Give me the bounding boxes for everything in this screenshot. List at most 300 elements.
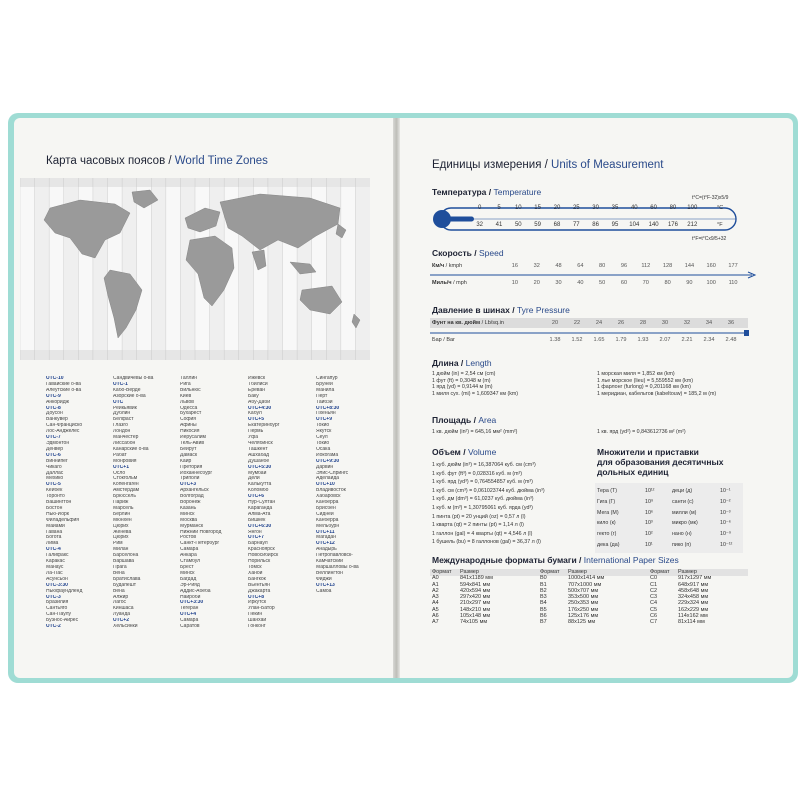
paper-format: A5 xyxy=(432,606,439,613)
paper-size: 458x648 мм xyxy=(678,587,709,594)
city-name: Фиджи xyxy=(316,576,332,582)
length-line: 1 миля сух. (mi) = 1,609347 км (km) xyxy=(432,390,519,397)
paper-size: 210x297 мм xyxy=(460,600,491,607)
prefix-row xyxy=(672,540,732,551)
paper-format: A6 xyxy=(432,613,439,620)
paper-row xyxy=(540,619,604,625)
prefix-row xyxy=(597,508,654,519)
paper-size: 74x105 мм xyxy=(460,619,488,626)
paper-format: C1 xyxy=(650,581,658,588)
city-name: Ташкент xyxy=(248,446,268,452)
city-name: Мурманск xyxy=(180,523,204,529)
paper-format: C4 xyxy=(650,600,658,607)
paper-format: A4 xyxy=(432,600,439,607)
prefix-row xyxy=(597,486,654,497)
paper-size: 88x125 мм xyxy=(568,619,596,626)
prefix-row xyxy=(597,540,654,551)
city-name: Красноярск xyxy=(248,547,275,553)
psi-value: 34 xyxy=(705,320,713,326)
speed-label-en: Speed xyxy=(478,248,504,258)
psi-row xyxy=(544,320,742,326)
volume-line: 1 кварта (qt) = 2 пинты (pt) = 1,14 л (l) xyxy=(432,522,524,529)
city-name: Воронеж xyxy=(180,500,201,506)
paper-size: 125x176 мм xyxy=(568,613,599,620)
utc-offset-label: UTC+13 xyxy=(316,582,335,588)
city-name: Киев xyxy=(180,393,192,399)
city-name: Ростов xyxy=(180,535,197,541)
utc-offset-label: UTC-2 xyxy=(46,624,61,630)
prefix-name: дека (да) xyxy=(597,541,620,548)
prefix-power: 10⁻¹ xyxy=(720,488,731,494)
city-name: Бишкек xyxy=(248,517,266,523)
prefix-power: 10⁻⁶ xyxy=(720,520,731,527)
paper-b-series xyxy=(540,569,604,626)
utc-offset-label: UTC+12 xyxy=(316,541,335,547)
paper-format: C2 xyxy=(650,587,658,594)
city-name: Бухарест xyxy=(180,411,202,417)
city-name: Манчестер xyxy=(113,435,139,441)
psi-value: 36 xyxy=(727,320,735,326)
length-line: 1 лье морское (lieu) = 5,559552 км (km) xyxy=(597,377,694,384)
paper-format: C7 xyxy=(650,619,658,626)
city-name: Найроби xyxy=(180,594,201,600)
city-name: Казань xyxy=(180,505,197,511)
psi-value: 30 xyxy=(661,320,669,326)
utc-offset-label: UTC xyxy=(113,399,124,405)
paper-size: 162x229 мм xyxy=(678,606,709,613)
prefix-name: санти (с) xyxy=(672,498,694,505)
paper-format: A2 xyxy=(432,587,439,594)
celsius-value: 25 xyxy=(572,205,580,211)
kmh-value: 64 xyxy=(577,263,584,269)
paper-row xyxy=(650,619,711,625)
city-name: Челябинск xyxy=(248,440,273,446)
city-name: Братислава xyxy=(113,576,141,582)
city-name: Каир xyxy=(180,458,192,464)
city-name: Рим xyxy=(113,541,123,547)
psi-value: 28 xyxy=(639,320,647,326)
volume-line: 1 пинта (pt) = 20 унций (oz) = 0,57 л (l) xyxy=(432,513,526,520)
city-name: Эдмонтон xyxy=(46,440,70,446)
city-name: Будапешт xyxy=(113,582,136,588)
city-name: София xyxy=(180,417,197,423)
prefix-power: 10⁶ xyxy=(645,509,654,516)
prefix-row xyxy=(672,497,732,508)
prefix-row xyxy=(672,508,732,519)
prefixes-heading xyxy=(597,447,723,477)
city-name: Лондон xyxy=(113,429,131,435)
celsius-value: 35 xyxy=(611,205,619,211)
paper-format: B3 xyxy=(540,594,547,601)
paper-size: 353x500 мм xyxy=(568,594,599,601)
paper-size: 105x148 мм xyxy=(460,613,491,620)
paper-size: 648x917 мм xyxy=(678,581,709,588)
fahrenheit-value: 77 xyxy=(572,222,580,228)
city-name: Манила xyxy=(316,387,335,393)
city-name: Асунсьон xyxy=(46,576,68,582)
prefix-power: 10¹ xyxy=(645,541,653,548)
city-name: Кабо-Верде xyxy=(113,387,141,393)
celsius-value: 40 xyxy=(630,205,638,211)
area-label-en: Area xyxy=(478,415,497,425)
city-name: Виннипег xyxy=(46,458,68,464)
city-name: Гонконг xyxy=(248,624,266,630)
mph-label: Миль/ч / mph xyxy=(432,280,467,286)
city-name: Архангельск xyxy=(180,488,209,494)
paper-size: 176x250 мм xyxy=(568,606,599,613)
city-name: Самара xyxy=(180,547,199,553)
paper-format: B5 xyxy=(540,606,547,613)
tz-column-4 xyxy=(248,376,312,630)
city-name: Калькутта xyxy=(248,482,272,488)
city-name: Пхеньян xyxy=(316,411,336,417)
city-name: Париж xyxy=(113,500,129,506)
kmh-value: 32 xyxy=(533,263,540,269)
utc-offset-label: UTC+6:30 xyxy=(248,523,272,529)
prefix-row xyxy=(672,529,732,540)
city-name: Доусон xyxy=(46,411,63,417)
city-name: Йокогама xyxy=(316,452,339,458)
city-name: Глазго xyxy=(113,423,128,429)
city-name: Янгон xyxy=(248,529,262,535)
psi-label-ru: Фунт на кв. дюйм xyxy=(432,320,481,326)
city-name: Минск xyxy=(180,570,195,576)
city-name: Чикаго xyxy=(46,464,62,470)
area-left: 1 кв. дюйм (in²) = 645,16 мм² (mm²) xyxy=(432,429,518,435)
fahrenheit-value: 212 xyxy=(687,222,698,228)
city-name: Никосия xyxy=(180,429,200,435)
city-name: Тбилиси xyxy=(248,381,268,387)
utc-offset-label: UTC+2 xyxy=(113,618,129,624)
utc-offset-label: UTC+5 xyxy=(248,417,264,423)
temp-label-ru: Температура xyxy=(432,187,487,197)
celsius-value: 10 xyxy=(514,205,522,211)
volume-line: 1 куб. фут (ft³) = 0,028316 куб. м (m³) xyxy=(432,470,523,477)
mph-value: 40 xyxy=(577,280,584,286)
temp-fahrenheit-row xyxy=(470,222,702,228)
city-name: Сеул xyxy=(316,435,328,441)
volume-label-ru: Объем xyxy=(432,447,461,457)
city-name: Ханой xyxy=(248,570,263,576)
utc-offset-label: UTC+8:30 xyxy=(316,405,340,411)
paper-label-ru: Международные форматы бумаги xyxy=(432,555,577,565)
city-name: Лагос xyxy=(113,600,127,606)
paper-format: B6 xyxy=(540,613,547,620)
tyre-label-en: Tyre Pressure xyxy=(516,305,570,315)
formula-f: t°F=t°Cx9/5+32 xyxy=(692,236,727,242)
utc-offset-label: UTC+9 xyxy=(316,417,332,423)
bar-value: 2.07 xyxy=(659,337,671,343)
prefix-power: 10⁻¹² xyxy=(720,541,733,548)
paper-format: B0 xyxy=(540,575,547,582)
city-name: Ашхабад xyxy=(248,452,270,458)
prefix-power: 10⁻⁹ xyxy=(720,531,731,538)
city-name: Сан-Паулу xyxy=(46,612,71,618)
city-name: Перт xyxy=(316,393,328,399)
kmh-value: 112 xyxy=(641,263,651,269)
city-name: Абу-Даби xyxy=(248,399,271,405)
prefix-row xyxy=(597,497,654,508)
mph-row xyxy=(504,280,744,286)
city-name: Майами xyxy=(46,523,65,529)
city-name: Дели xyxy=(248,476,260,482)
mph-value: 30 xyxy=(555,280,562,286)
paper-size: 707x1000 мм xyxy=(568,581,602,588)
city-name: Магадан xyxy=(316,535,336,541)
prefix-row xyxy=(597,518,654,529)
bar-label-en: Bar xyxy=(446,337,455,343)
bar-row xyxy=(544,337,742,343)
city-name: Вильнюс xyxy=(180,387,201,393)
prefix-name: нано (н) xyxy=(672,531,692,538)
fahrenheit-value: 32 xyxy=(476,222,483,228)
mph-label-en: mph xyxy=(456,280,467,286)
prefix-row xyxy=(597,529,654,540)
paper-format: B2 xyxy=(540,587,547,594)
city-name: Шанхай xyxy=(248,618,267,624)
paper-format: C5 xyxy=(650,606,658,613)
prefix-name: милли (м) xyxy=(672,509,697,516)
city-name: Ереван xyxy=(248,387,266,393)
paper-format: C6 xyxy=(650,613,658,620)
prefix-name: деци (д) xyxy=(672,488,693,494)
mph-value: 10 xyxy=(511,280,519,286)
prefix-power: 10⁻² xyxy=(720,498,731,505)
page-title: Единицы измерения / Units of Measurement xyxy=(432,159,664,171)
city-name: Вашингтон xyxy=(46,500,72,506)
city-name: Алеутские о-ва xyxy=(46,387,82,393)
mph-value: 20 xyxy=(533,280,540,286)
city-name: Баку xyxy=(248,393,259,399)
prefix-right xyxy=(672,486,732,551)
city-name: Алма-Ата xyxy=(248,511,271,517)
city-name: Джакарта xyxy=(248,588,271,594)
paper-size: 229x324 мм xyxy=(678,600,709,607)
pressure-bar xyxy=(430,329,752,337)
paper-format: A1 xyxy=(432,581,439,588)
fahrenheit-value: 50 xyxy=(514,222,522,228)
city-name: Канарские о-ва xyxy=(113,446,149,452)
kmh-label: Км/ч / kmph xyxy=(432,263,463,269)
prefix-power: 10³ xyxy=(645,520,653,527)
city-name: Монровия xyxy=(113,458,137,464)
tz-column-1 xyxy=(46,376,110,630)
celsius-value: 5 xyxy=(497,205,501,211)
city-name: Афины xyxy=(180,423,197,429)
paper-format: A3 xyxy=(432,594,439,601)
city-name: Нижний Новгород xyxy=(180,529,222,535)
city-name: Анадырь xyxy=(316,547,337,553)
paper-format: C3 xyxy=(650,594,658,601)
city-name: Томск xyxy=(248,565,262,570)
celsius-value: 30 xyxy=(592,205,599,211)
volume-line: 1 галлон (gal) = 4 кварты (qt) = 4,546 л (l) xyxy=(432,530,533,537)
psi-value: 20 xyxy=(551,320,559,326)
city-name: Норильск xyxy=(248,559,271,565)
length-line: 1 морская миля = 1,852 км (km) xyxy=(597,371,675,377)
city-name: Бразилия xyxy=(46,600,69,606)
city-name: Бруней xyxy=(316,381,333,387)
length-heading: Длина / Length xyxy=(432,358,492,368)
paper-size: 324x458 мм xyxy=(678,594,709,601)
tyre-label-ru: Давление в шинах xyxy=(432,305,510,315)
title-en: World Time Zones xyxy=(174,155,268,167)
mph-value: 110 xyxy=(728,280,738,286)
utc-offset-label: UTC-9 xyxy=(46,393,61,399)
city-name: Львов xyxy=(180,399,194,405)
length-left xyxy=(432,371,518,397)
city-name: Багдад xyxy=(180,576,197,582)
format-header: Формат xyxy=(432,569,452,575)
unit-c: °C xyxy=(717,205,724,211)
paper-format: B1 xyxy=(540,581,547,588)
city-name: Москва xyxy=(180,517,198,523)
prefix-row xyxy=(672,486,732,497)
psi-value: 22 xyxy=(573,320,581,326)
fahrenheit-value: 104 xyxy=(629,222,640,228)
city-name: Маршалловы о-ва xyxy=(316,565,359,570)
mph-value: 60 xyxy=(620,280,628,286)
city-name: Пермь xyxy=(248,429,264,435)
fahrenheit-value: 41 xyxy=(495,222,503,228)
prefix-power: 10² xyxy=(645,531,653,538)
utc-offset-label: UTC-8 xyxy=(46,405,61,411)
paper-format: A0 xyxy=(432,575,439,582)
volume-line: 1 бушель (bu) = 8 галлонов (gal) = 36,37 л (l) xyxy=(432,539,541,546)
tyre-heading: Давление в шинах / Tyre Pressure xyxy=(432,305,570,315)
prefix-name: пико (п) xyxy=(672,541,692,548)
prefix-row xyxy=(672,518,732,529)
format-header: Формат xyxy=(540,569,560,575)
city-name: Лиссабон xyxy=(113,440,136,446)
city-name: Нью-Йорк xyxy=(46,511,69,517)
city-name: Милан xyxy=(113,547,129,553)
paper-format: B4 xyxy=(540,600,547,607)
prefix-name: Мега (М) xyxy=(597,509,619,516)
city-name: Саратов xyxy=(180,624,200,630)
mph-value: 70 xyxy=(642,280,649,286)
right-page xyxy=(400,118,793,678)
city-name: Рига xyxy=(180,381,191,387)
prefix-title-line: дольных единиц xyxy=(597,467,669,477)
prefix-power: 10⁻³ xyxy=(720,509,731,516)
city-name: Кабул xyxy=(248,411,262,417)
celsius-value: 15 xyxy=(534,205,541,211)
city-name: Токио xyxy=(316,440,330,446)
city-name: Канберра xyxy=(316,500,339,506)
celsius-value: 20 xyxy=(553,205,561,211)
city-name: Волгоград xyxy=(180,494,204,500)
kmh-label-en: kmph xyxy=(448,263,463,269)
city-name: Хабаровск xyxy=(316,494,341,500)
city-name: Брюссель xyxy=(113,494,136,500)
city-name: Цюрих xyxy=(113,523,129,529)
mph-label-ru: Миль/ч xyxy=(432,280,452,286)
bar-label-ru: Бар xyxy=(432,337,442,343)
speed-arrow xyxy=(430,271,760,279)
prefix-power: 10¹² xyxy=(645,488,655,494)
utc-offset-label: UTC-10 xyxy=(46,376,64,381)
temperature-heading: Температура / Temperature xyxy=(432,187,542,197)
utc-offset-label: UTC-1 xyxy=(113,381,128,387)
city-name: Ла-Пас xyxy=(46,570,63,576)
celsius-value: 60 xyxy=(650,205,657,211)
city-name: Ижевск xyxy=(248,376,266,381)
utc-offset-label: UTC+1 xyxy=(113,464,129,470)
area-label-ru: Площадь xyxy=(432,415,472,425)
city-name: Караганда xyxy=(248,505,273,511)
city-name: Вена xyxy=(113,588,125,594)
city-name: Аддис-Абеба xyxy=(180,588,211,594)
city-name: Осака xyxy=(316,446,331,452)
kmh-value: 16 xyxy=(511,263,519,269)
unit-f: °F xyxy=(717,222,723,228)
city-name: Самоа xyxy=(316,588,332,594)
speed-label-ru: Скорость xyxy=(432,248,472,258)
fahrenheit-value: 68 xyxy=(553,222,561,228)
paper-size: 81x114 мм xyxy=(678,619,705,626)
city-name: Анкара xyxy=(180,553,197,559)
volume-list xyxy=(432,461,545,547)
city-name: Душанбе xyxy=(248,458,270,464)
city-name: Ньюфаундленд xyxy=(46,588,83,594)
kmh-row xyxy=(504,263,744,269)
size-header: Размер xyxy=(460,569,479,575)
world-map xyxy=(20,178,370,360)
city-name: Рейкьявик xyxy=(113,405,137,411)
utc-offset-label: UTC-4 xyxy=(46,547,61,553)
city-name: Бейрут xyxy=(180,446,197,452)
city-name: Мельбурн xyxy=(316,523,340,529)
page-title: Карта часовых поясов / World Time Zones xyxy=(46,155,268,167)
size-header: Размер xyxy=(568,569,587,575)
city-name: Самара xyxy=(180,618,199,624)
area-heading: Площадь / Area xyxy=(432,415,497,425)
city-name: Йоханнесбург xyxy=(180,470,213,476)
city-name: Нур-Султан xyxy=(248,500,276,506)
mph-value: 90 xyxy=(686,280,693,286)
city-name: Улан-Батор xyxy=(248,606,275,612)
fahrenheit-value: 140 xyxy=(648,222,659,228)
fahrenheit-value: 86 xyxy=(592,222,599,228)
paper-heading: Международные форматы бумаги / International Paper Sizes xyxy=(432,555,679,565)
speed-heading: Скорость / Speed xyxy=(432,248,504,258)
bar-value: 2.21 xyxy=(681,337,693,343)
bar-value: 1.93 xyxy=(637,337,649,343)
city-name: Стамбул xyxy=(180,559,201,565)
fahrenheit-value: 176 xyxy=(667,222,678,228)
city-name: Азорские о-ва xyxy=(113,393,146,399)
paper-format: A7 xyxy=(432,619,439,626)
bar-label: Бар / Bar xyxy=(432,337,455,343)
city-name: Дамаск xyxy=(180,452,198,458)
city-name: Анкоридж xyxy=(46,399,69,405)
city-name: Осло xyxy=(113,470,126,476)
bar-value: 1.79 xyxy=(615,337,627,343)
format-header: Формат xyxy=(650,569,670,575)
city-name: Белфаст xyxy=(113,417,134,423)
utc-offset-label: UTC+11 xyxy=(316,529,335,535)
city-name: Сингапур xyxy=(316,376,338,381)
city-name: Иерусалим xyxy=(180,435,206,441)
utc-offset-label: UTC+9:30 xyxy=(316,458,340,464)
fahrenheit-value: 59 xyxy=(534,222,541,228)
city-name: Пекин xyxy=(248,612,263,618)
prefix-left xyxy=(597,486,654,551)
temp-label-en: Temperature xyxy=(493,187,542,197)
city-name: Филадельфия xyxy=(46,517,79,523)
city-name: Элис-Спрингс xyxy=(316,470,349,476)
